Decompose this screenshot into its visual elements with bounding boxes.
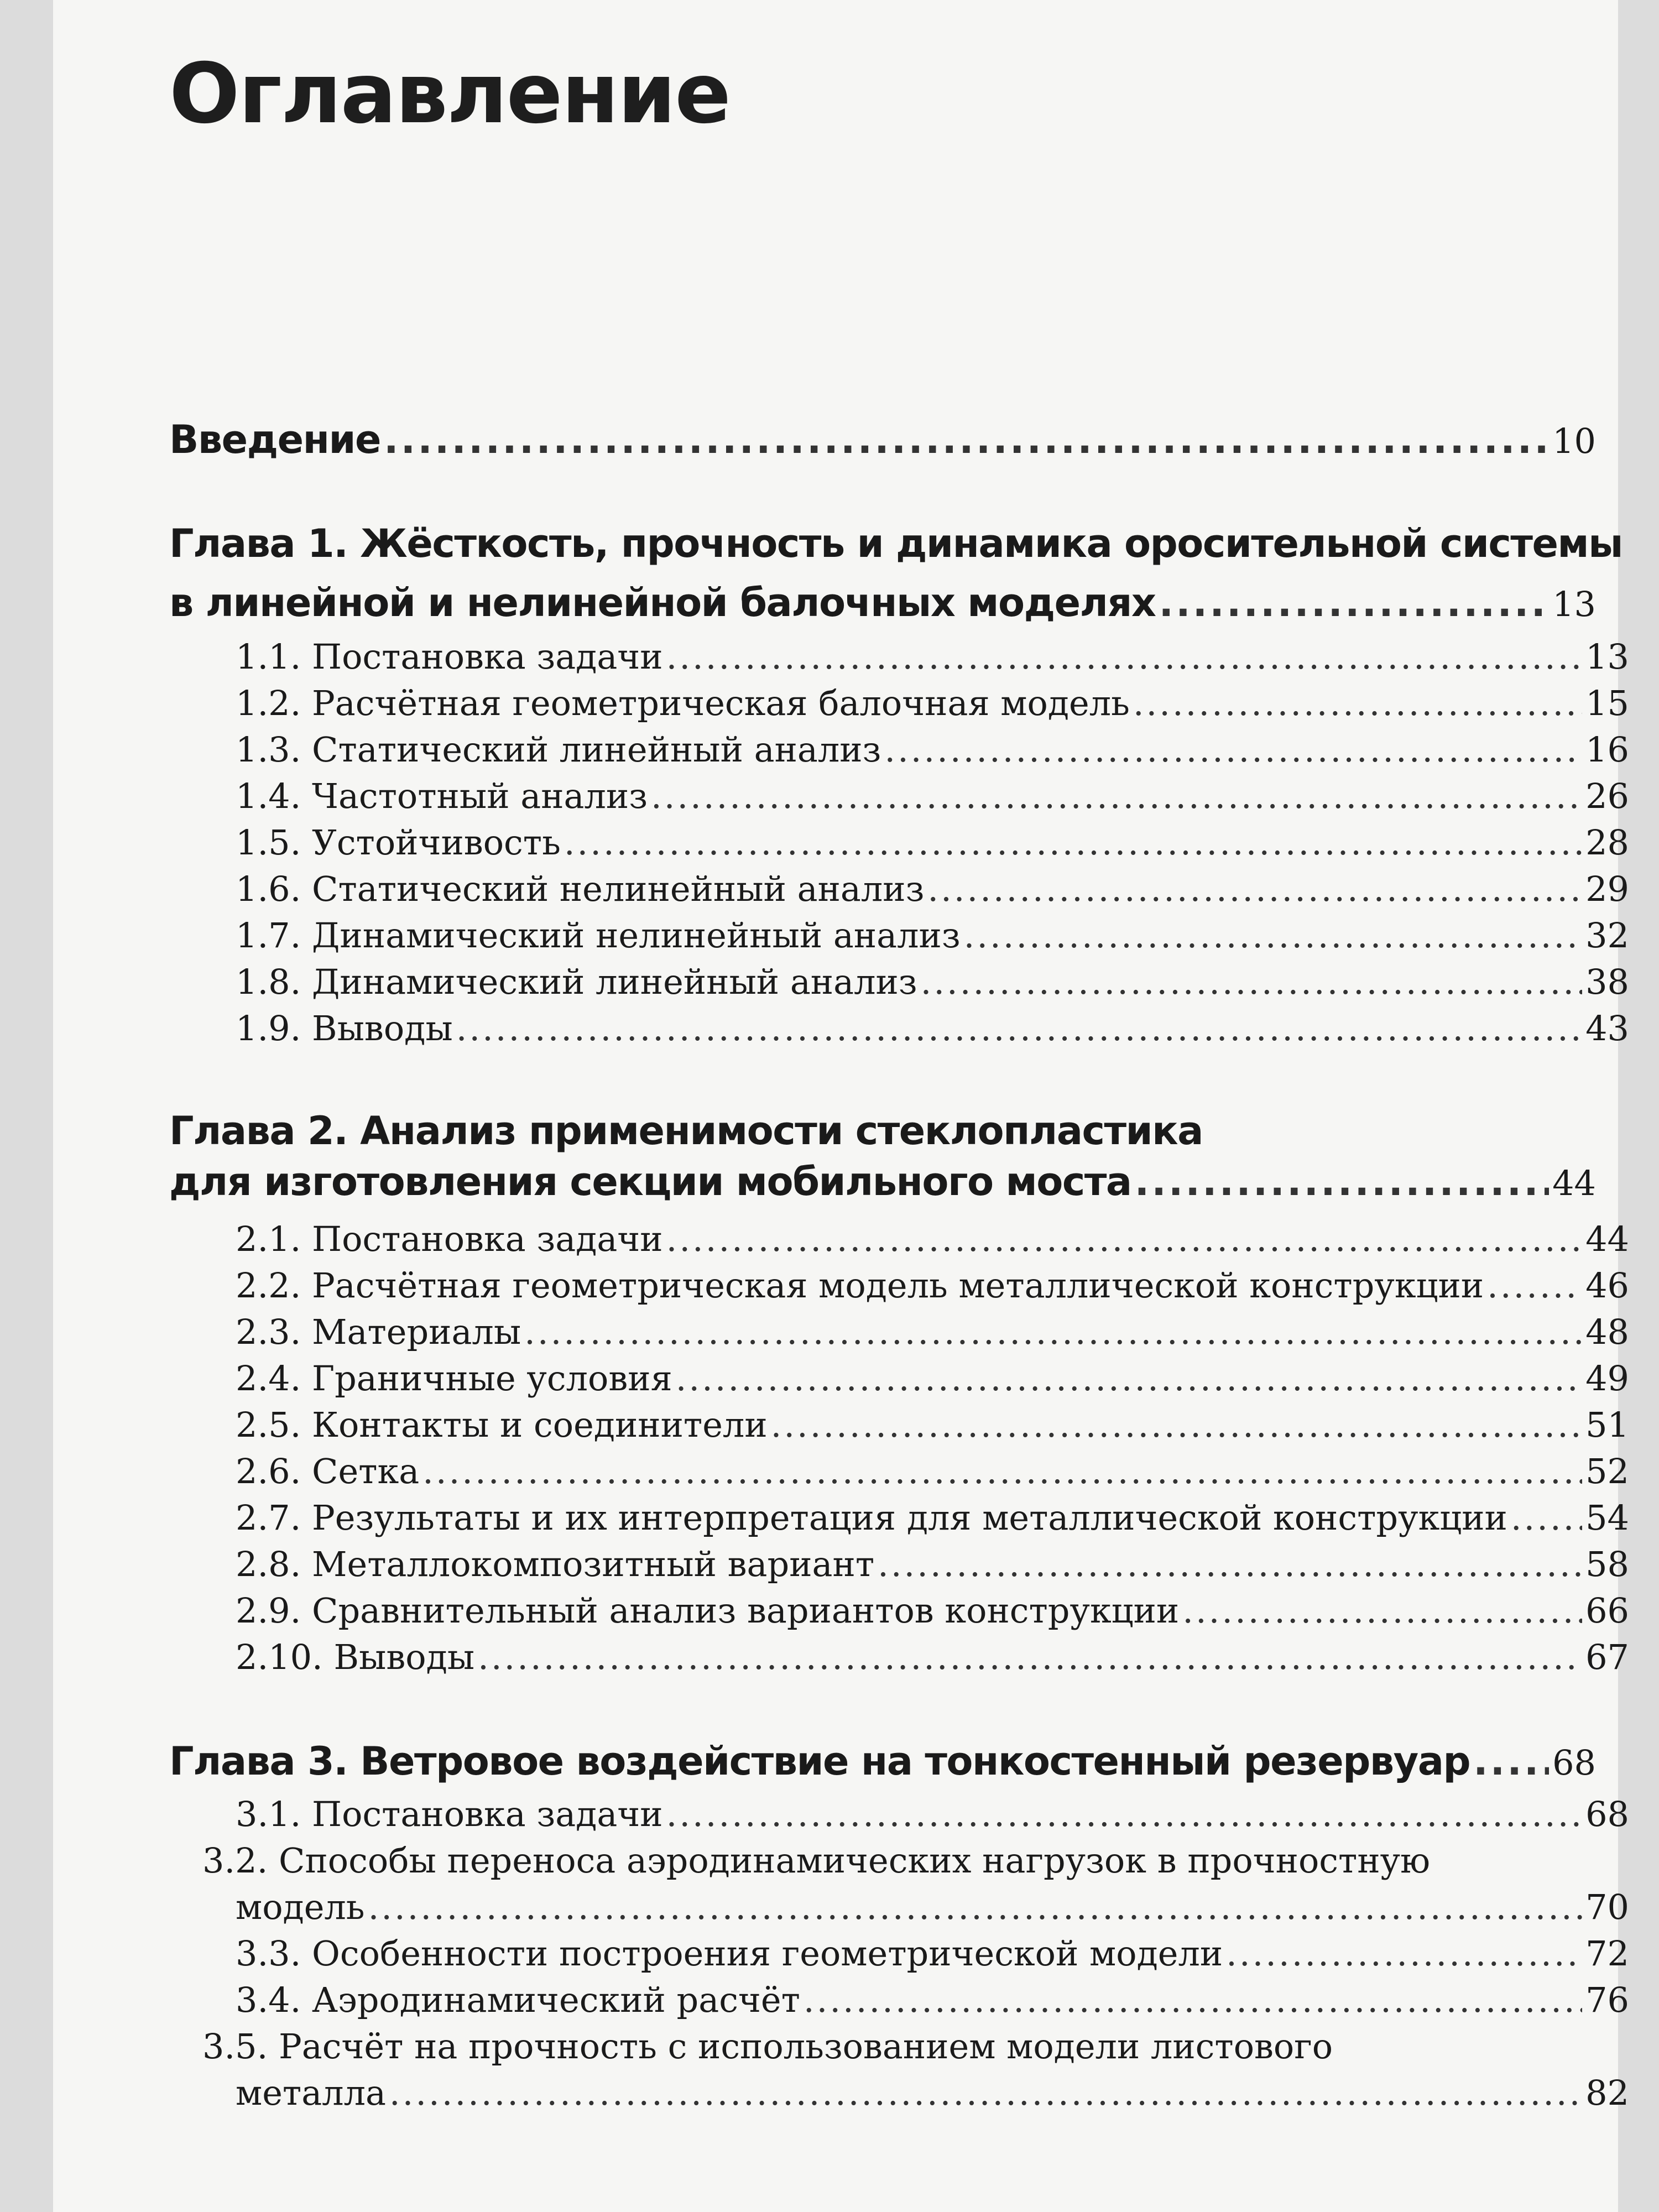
- toc-entry-label: в линейной и нелинейной балочных моделях: [169, 580, 1156, 625]
- toc-page-number: 49: [1585, 1358, 1629, 1399]
- toc-entry-label: металла: [236, 2073, 386, 2113]
- toc-entry-section[interactable]: [202, 1980, 1629, 2020]
- toc-entry-label: 1.2. Расчётная геометрическая балочная модель: [236, 683, 1130, 723]
- toc-entry-section[interactable]: [202, 1794, 1629, 1834]
- toc-entry-introduction[interactable]: [169, 417, 1596, 462]
- chapter-2-title-line1[interactable]: Глава 2. Анализ применимости стеклопластика: [169, 1108, 1203, 1154]
- dot-leader: [878, 1547, 1582, 1582]
- book-page: [53, 0, 1629, 2212]
- toc-entry-section[interactable]: [202, 1451, 1629, 1491]
- chapter-1-title-line1[interactable]: Глава 1. Жёсткость, прочность и динамика оросительной системы: [169, 521, 1623, 566]
- toc-entry-section[interactable]: [202, 683, 1629, 723]
- dot-leader: [927, 872, 1582, 906]
- toc-entry-section[interactable]: [202, 822, 1629, 863]
- toc-page-number: 43: [1585, 1008, 1629, 1048]
- toc-entry-label: 2.1. Постановка задачи: [236, 1219, 663, 1259]
- toc-page-number: 54: [1585, 1498, 1629, 1538]
- dot-leader: [422, 1454, 1582, 1489]
- toc-entry-chapter-1[interactable]: [169, 580, 1596, 625]
- toc-entry-section[interactable]: [202, 1544, 1629, 1584]
- dot-leader: [1511, 1501, 1582, 1535]
- toc-entry-label: 1.6. Статический нелинейный анализ: [236, 869, 925, 909]
- toc-entry-section[interactable]: [202, 1358, 1629, 1399]
- toc-page-number: 16: [1585, 729, 1629, 770]
- toc-page-number: 72: [1585, 1933, 1629, 1974]
- toc-entry-section-line1[interactable]: 3.2. Способы переноса аэродинамических нагрузок в прочностную: [202, 1840, 1431, 1881]
- toc-entry-label: 1.8. Динамический линейный анализ: [236, 962, 917, 1002]
- dot-leader: [1135, 1162, 1549, 1201]
- toc-entry-chapter-3[interactable]: [169, 1739, 1596, 1784]
- dot-leader: [1487, 1269, 1582, 1303]
- toc-entry-label: 2.3. Материалы: [236, 1312, 521, 1352]
- toc-entry-label: 3.4. Аэродинамический расчёт: [236, 1980, 800, 2020]
- toc-entry-section[interactable]: [202, 1008, 1629, 1048]
- dot-leader: [666, 1222, 1582, 1256]
- dot-leader: [804, 1983, 1582, 2017]
- toc-entry-section[interactable]: [202, 869, 1629, 909]
- toc-page-number: 32: [1585, 915, 1629, 956]
- toc-entry-label: 2.9. Сравнительный анализ вариантов конструкции: [236, 1590, 1180, 1631]
- toc-entry-label: модель: [236, 1887, 365, 1927]
- toc-entry-label: 1.5. Устойчивость: [236, 822, 561, 863]
- toc-entry-label: 2.4. Граничные условия: [236, 1358, 672, 1399]
- dot-leader: [651, 779, 1582, 813]
- dot-leader: [884, 733, 1582, 767]
- toc-entry-section[interactable]: [202, 2073, 1629, 2113]
- dot-leader: [1159, 583, 1549, 622]
- toc-page-number: 44: [1585, 1219, 1629, 1259]
- toc-entry-section[interactable]: [202, 1405, 1629, 1445]
- toc-page-number: 10: [1552, 421, 1596, 461]
- dot-leader: [384, 420, 1549, 459]
- toc-entry-section[interactable]: [202, 1219, 1629, 1259]
- toc-entry-label: 1.1. Постановка задачи: [236, 637, 663, 677]
- toc-entry-section-line1[interactable]: 3.5. Расчёт на прочность с использованием модели листового: [202, 2026, 1333, 2067]
- toc-entry-label: 1.4. Частотный анализ: [236, 776, 648, 816]
- toc-entry-section[interactable]: [202, 1887, 1629, 1927]
- toc-page-number: 67: [1585, 1637, 1629, 1677]
- toc-entry-section[interactable]: [202, 1590, 1629, 1631]
- dot-leader: [524, 1315, 1582, 1349]
- toc-page-number: 66: [1585, 1590, 1629, 1631]
- toc-page-number: 15: [1585, 683, 1629, 723]
- dot-leader: [666, 1797, 1582, 1832]
- toc-entry-label: 2.5. Контакты и соединители: [236, 1405, 768, 1445]
- toc-page-number: 68: [1552, 1743, 1596, 1783]
- dot-leader: [1473, 1742, 1549, 1781]
- toc-page-number: 51: [1585, 1405, 1629, 1445]
- toc-entry-label: 1.7. Динамический нелинейный анализ: [236, 915, 961, 956]
- dot-leader: [1133, 686, 1582, 721]
- dot-leader: [1226, 1937, 1582, 1971]
- toc-entry-section[interactable]: [202, 776, 1629, 816]
- toc-entry-label: 2.2. Расчётная геометрическая модель металлической конструкции: [236, 1265, 1484, 1306]
- toc-page-number: 13: [1585, 637, 1629, 677]
- dot-leader: [564, 826, 1582, 860]
- toc-entry-section[interactable]: [202, 1637, 1629, 1677]
- toc-page-number: 28: [1585, 822, 1629, 863]
- toc-page-number: 76: [1585, 1980, 1629, 2020]
- toc-page-number: 52: [1585, 1451, 1629, 1491]
- toc-entry-section[interactable]: [202, 1933, 1629, 1974]
- toc-entry-section[interactable]: [202, 962, 1629, 1002]
- toc-entry-section[interactable]: [202, 637, 1629, 677]
- dot-leader: [676, 1361, 1582, 1396]
- toc-page-number: 46: [1585, 1265, 1629, 1306]
- page-title: Оглавление: [169, 46, 730, 142]
- toc-entry-label: 3.1. Постановка задачи: [236, 1794, 663, 1834]
- toc-page-number: 29: [1585, 869, 1629, 909]
- toc-entry-label: 2.7. Результаты и их интерпретация для металлической конструкции: [236, 1498, 1507, 1538]
- toc-page-number: 38: [1585, 962, 1629, 1002]
- toc-entry-section[interactable]: [202, 729, 1629, 770]
- toc-entry-label: для изготовления секции мобильного моста: [169, 1159, 1131, 1204]
- toc-entry-section[interactable]: [202, 1498, 1629, 1538]
- toc-entry-chapter-2[interactable]: [169, 1159, 1596, 1204]
- toc-entry-label: Глава 3. Ветровое воздействие на тонкостенный резервуар: [169, 1739, 1470, 1784]
- dot-leader: [666, 640, 1582, 674]
- dot-leader: [456, 1011, 1582, 1046]
- toc-page-number: 82: [1585, 2073, 1629, 2113]
- dot-leader: [478, 1640, 1582, 1674]
- toc-entry-label: 2.10. Выводы: [236, 1637, 475, 1677]
- toc-page-number: 44: [1552, 1163, 1596, 1203]
- toc-page-number: 68: [1585, 1794, 1629, 1834]
- toc-entry-label: 2.6. Сетка: [236, 1451, 420, 1491]
- toc-entry-label: 2.8. Металлокомпозитный вариант: [236, 1544, 875, 1584]
- toc-page-number: 70: [1585, 1887, 1629, 1927]
- toc-entry-label: 1.3. Статический линейный анализ: [236, 729, 881, 770]
- dot-leader: [921, 965, 1582, 999]
- toc-entry-label: 1.9. Выводы: [236, 1008, 453, 1048]
- toc-page-number: 58: [1585, 1544, 1629, 1584]
- dot-leader: [389, 2076, 1582, 2110]
- toc-entry-section[interactable]: [202, 1312, 1629, 1352]
- toc-page-number: 48: [1585, 1312, 1629, 1352]
- dot-leader: [1182, 1594, 1582, 1628]
- dot-leader: [368, 1890, 1583, 1924]
- toc-entry-label: Введение: [169, 417, 381, 462]
- toc-page-number: 13: [1552, 584, 1596, 624]
- toc-entry-section[interactable]: [202, 1265, 1629, 1306]
- toc-entry-label: 3.3. Особенности построения геометрической модели: [236, 1933, 1223, 1974]
- dot-leader: [771, 1408, 1582, 1442]
- dot-leader: [964, 919, 1582, 953]
- toc-page-number: 26: [1585, 776, 1629, 816]
- toc-entry-section[interactable]: [202, 915, 1629, 956]
